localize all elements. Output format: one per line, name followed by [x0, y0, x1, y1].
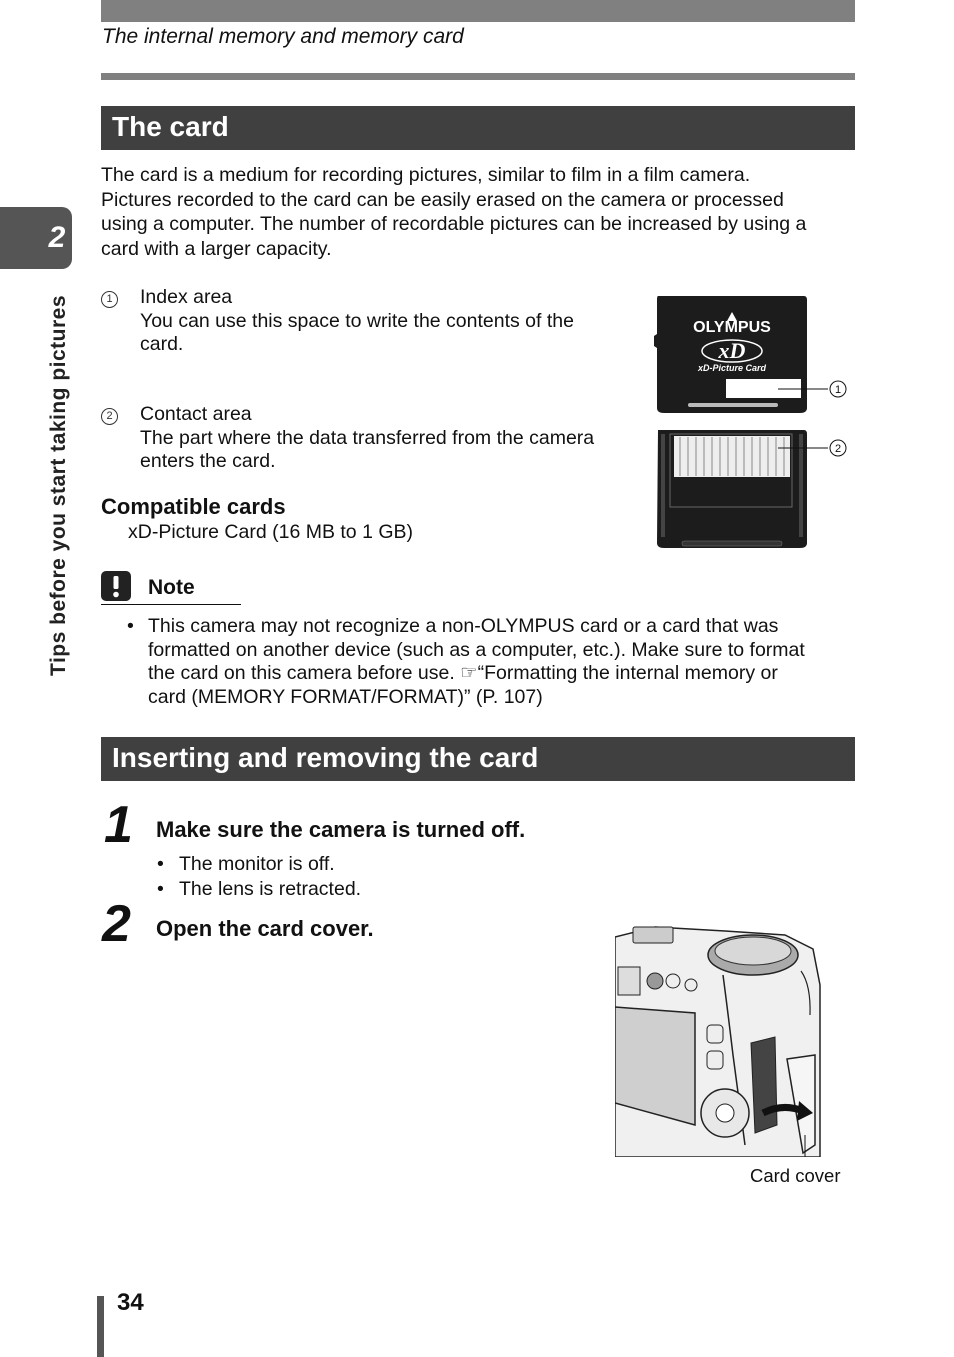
step-title-1: Make sure the camera is turned off. [156, 817, 526, 842]
note-line: formatted on another device (such as a computer, etc.). Make sure to format [148, 638, 805, 661]
step-title-2: Open the card cover. [156, 916, 374, 941]
item-index-area [140, 285, 630, 356]
item-title: Contact area [140, 403, 252, 425]
item-desc-line: card. [140, 332, 184, 355]
circled-number: 1 [101, 291, 118, 308]
card-slot [751, 1037, 777, 1133]
intro-paragraph [101, 163, 806, 261]
chapter-label: Tips before you start taking pictures [47, 294, 70, 676]
card-caption: xD-Picture Card [697, 363, 767, 373]
xd-logo: xD [718, 338, 746, 363]
note-label: Note [148, 576, 195, 599]
card-edge-line [688, 403, 778, 407]
contact-area [674, 436, 790, 477]
note-icon [101, 571, 131, 601]
page-number: 34 [117, 1289, 144, 1316]
note-line: the card on this camera before use. ☞“Formatting the internal memory or [148, 662, 778, 684]
running-title: The internal memory and memory card [102, 25, 464, 48]
section-heading-insert: Inserting and removing the card [101, 737, 855, 781]
step-bullet: • The monitor is off. [157, 853, 335, 875]
item-marker-1 [101, 289, 118, 308]
compatible-text: xD-Picture Card (16 MB to 1 GB) [128, 521, 413, 543]
note-line: This camera may not recognize a non-OLYMPUS card or a card that was [148, 615, 779, 637]
intro-line: using a computer. The number of recordable pictures can be increased by using a [101, 213, 807, 235]
item-title: Index area [140, 286, 233, 308]
item-desc-line: The part where the data transferred from the camera [140, 426, 595, 449]
step-bullet: • The lens is retracted. [157, 877, 362, 900]
bullet-dot: • [157, 877, 164, 900]
note-text [148, 615, 853, 709]
section-heading-card: The card [101, 106, 855, 150]
step-1-bullets [157, 852, 361, 901]
page-number-bar [97, 1296, 104, 1357]
note-underline [101, 604, 241, 605]
brand-text: OLYMPUS [693, 319, 771, 336]
callout-number: 2 [834, 443, 842, 455]
intro-line: The card is a medium for recording pictures, similar to film in a film camera. [101, 164, 751, 186]
step-number-2: 2 [102, 895, 131, 953]
item-marker-2 [101, 406, 118, 425]
header-rule [101, 73, 855, 80]
compatible-heading: Compatible cards [101, 494, 286, 519]
item-desc-line: enters the card. [140, 449, 276, 472]
note-bullet: • [127, 615, 134, 637]
circled-number: 2 [101, 408, 118, 425]
camera-illustration [615, 925, 830, 1157]
note-line: card (MEMORY FORMAT/FORMAT)” (P. 107) [148, 685, 543, 708]
item-contact-area [140, 402, 630, 473]
chapter-number: 2 [48, 221, 66, 254]
intro-line: card with a larger capacity. [101, 237, 332, 260]
card-cover-caption: Card cover [750, 1165, 841, 1186]
step-number-1: 1 [104, 796, 133, 854]
hot-shoe [633, 927, 673, 943]
header-bar [101, 0, 855, 22]
item-desc-line: You can use this space to write the contents of the [140, 309, 574, 332]
intro-line: Pictures recorded to the card can be easily erased on the camera or processed [101, 188, 784, 211]
xd-card-illustration [640, 290, 860, 555]
callout-number: 1 [834, 384, 842, 396]
bullet-dot: • [157, 853, 164, 875]
viewfinder [618, 967, 640, 995]
